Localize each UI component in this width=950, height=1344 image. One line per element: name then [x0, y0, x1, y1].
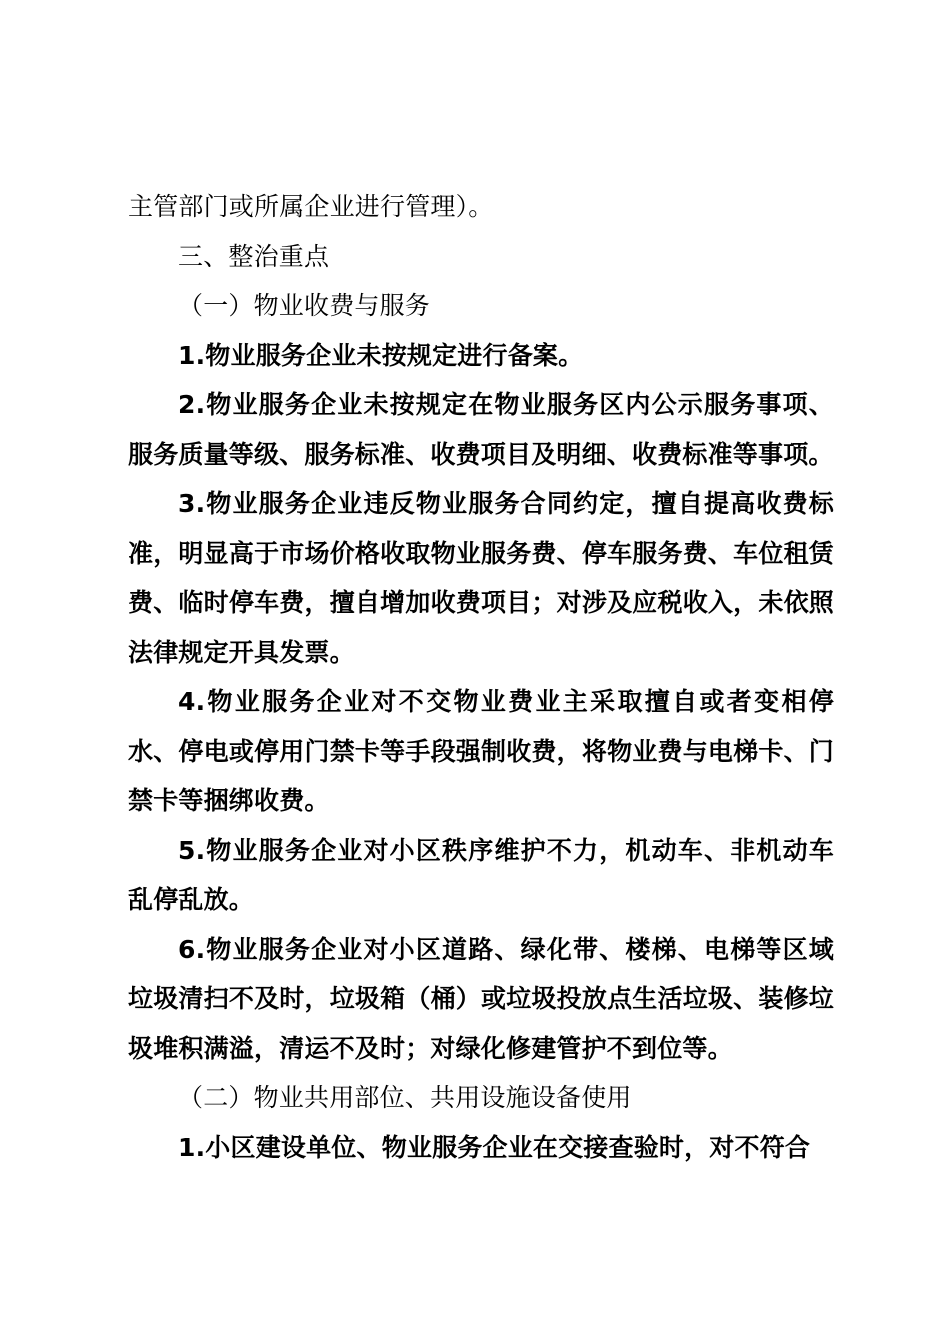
item-1-5: 5.物业服务企业对小区秩序维护不力，机动车、非机动车乱停乱放。: [128, 835, 834, 914]
item-1-4: 4.物业服务企业对不交物业费业主采取擅自或者变相停水、停电或停用门禁卡等手段强制收费，将物业费与电梯卡、门禁卡等捆绑收费。: [128, 687, 834, 815]
document-body: [128, 182, 834, 1172]
item-1-6: 6.物业服务企业对小区道路、绿化带、楼梯、电梯等区域垃圾清扫不及时，垃圾箱（桶）或垃圾投放点生活垃圾、装修垃圾堆积满溢，清运不及时；对绿化修建管护不到位等。: [128, 934, 834, 1063]
item-2-1: 1.小区建设单位、物业服务企业在交接查验时，对不符合: [178, 1132, 811, 1162]
item-1-1: 1.物业服务企业未按规定进行备案。: [178, 340, 584, 370]
item-1-3: 3.物业服务企业违反物业服务合同约定，擅自提高收费标准，明显高于市场价格收取物业服务费、停车服务费、车位租赁费、临时停车费，擅自增加收费项目；对涉及应税收入，未依照法律规定开具发票。: [128, 489, 834, 667]
section-heading-3: 三、整治重点: [178, 241, 330, 271]
item-1-2: 2.物业服务企业未按规定在物业服务区内公示服务事项、服务质量等级、服务标准、收费项目及明细、收费标准等事项。: [128, 390, 834, 469]
subsection-heading-2: （二）物业共用部位、共用设施设备使用: [178, 1083, 632, 1112]
subsection-heading-1: （一）物业收费与服务: [178, 291, 431, 320]
paragraph-continuation: 主管部门或所属企业进行管理）。: [128, 192, 494, 221]
